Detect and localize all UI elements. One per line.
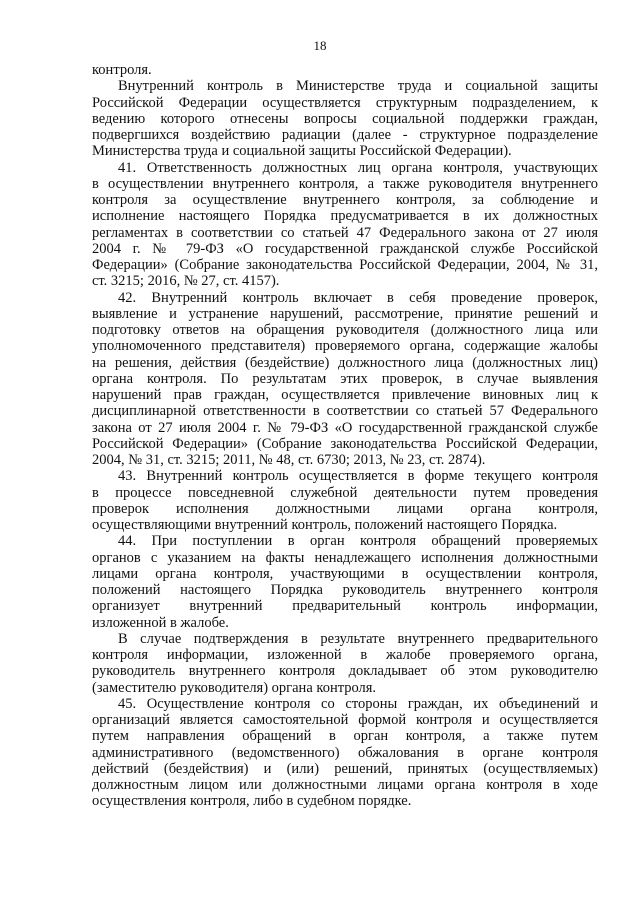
paragraph (92, 78, 598, 159)
text-line: регламентах в соответствии со статьей 47 Федерального закона от 27 июля (92, 224, 598, 241)
text-line: Российской Федерации осуществляется структурным подразделением, к (92, 94, 598, 111)
paragraph (92, 62, 598, 78)
text-line: руководитель внутреннего контроля докладывает об этом руководителю (92, 663, 598, 680)
text-line: административного (ведомственного) обжалования в органе контроля (92, 744, 598, 761)
text-line: организует внутренний предварительный контроль информации, (92, 598, 598, 615)
paragraph (92, 468, 598, 533)
text-line: на решения, действия (бездействие) должностного лица (должностных лиц) (92, 354, 598, 371)
text-line: 2004, № 31, ст. 3215; 2011, № 48, ст. 6730; 2013, № 23, ст. 2874). (92, 452, 486, 468)
text-line: В случае подтверждения в результате внутреннего предварительного (118, 630, 598, 647)
text-line: выявление и устранение нарушений, рассмотрение, принятие решений и (92, 305, 598, 322)
text-line: Внутренний контроль в Министерстве труда и социальной защиты (118, 78, 598, 95)
text-line: организаций является самостоятельной формой контроля и осуществляется (92, 712, 598, 728)
text-line: положений настоящего Порядка руководитель внутреннего контроля (92, 582, 598, 598)
text-line: Федерации» (Собрание законодательства Российской Федерации, 2004, № 31, (92, 257, 598, 273)
text-line: подготовку ответов на обращения руководителя (должностного лица или (92, 322, 598, 338)
text-line: исполнение настоящего Порядка предусматривается в их должностных (92, 208, 598, 225)
text-line: закона от 27 июля 2004 г. № 79-ФЗ «О государственной гражданской службе (92, 419, 598, 436)
text-line: 42. Внутренний контроль включает в себя проведение проверок, (118, 289, 598, 306)
paragraph (92, 533, 598, 631)
document-body (92, 62, 598, 810)
text-line: действий (бездействия) и (или) решений, принятых (осуществляемых) (92, 760, 598, 777)
text-line: контроля информации, изложенной в жалобе проверяемого органа, (92, 647, 598, 663)
text-line: должностным лицом или должностными лицами органа контроля в ходе (92, 777, 598, 793)
text-line: изложенной в жалобе. (92, 614, 229, 631)
text-line: дисциплинарной ответственности в соответствии со статьей 57 Федерального (92, 403, 598, 420)
text-line: нарушений прав граждан, осуществляется привлечение виновных лиц к (92, 387, 598, 403)
text-line: уполномоченного представителя) проверяемого органа, содержащие жалобы (92, 338, 598, 355)
text-line: 45. Осуществление контроля со стороны граждан, их объединений и (118, 695, 598, 712)
text-line: путем направления обращений в орган контроля, а также путем (92, 728, 598, 745)
text-line: органов с указанием на факты ненадлежащего исполнения должностными (92, 549, 598, 566)
text-line: Министерства труда и социальной защиты Российской Федерации). (92, 143, 512, 160)
text-line: органа контроля. По результатам этих проверок, в случае выявления (92, 370, 598, 387)
text-line: 43. Внутренний контроль осуществляется в форме текущего контроля (118, 468, 598, 485)
text-line: ведению которого отнесены вопросы социальной поддержки граждан, (92, 110, 598, 127)
paragraph (92, 696, 598, 810)
text-line: осуществляющими внутренний контроль, положений настоящего Порядка. (92, 517, 558, 533)
text-line: 41. Ответственность должностных лиц органа контроля, участвующих (118, 159, 598, 176)
text-line: Российской Федерации» (Собрание законодательства Российской Федерации, (92, 435, 598, 452)
text-line: в осуществлении внутреннего контроля, а также руководителя внутреннего (92, 175, 598, 192)
text-line: в процессе повседневной служебной деятельности путем проведения (92, 484, 598, 501)
paragraph (92, 290, 598, 469)
text-line: контроля. (92, 62, 152, 78)
text-line: 2004 г. № 79-ФЗ «О государственной гражданской службе Российской (92, 240, 598, 257)
page-number: 18 (313, 38, 327, 53)
text-line: проверок исполнения должностными лицами органа контроля, (92, 500, 598, 517)
text-line: ст. 3215; 2016, № 27, ст. 4157). (92, 273, 280, 290)
paragraph (92, 160, 598, 290)
text-line: подвергшихся воздействию радиации (далее - структурное подразделение (92, 127, 598, 143)
paragraph (92, 631, 598, 696)
text-line: лицами органа контроля, участвующими в осуществлении контроля, (92, 565, 598, 582)
text-line: контроля за осуществление внутреннего контроля, за соблюдение и (92, 192, 598, 208)
text-line: (заместителю руководителя) органа контроля. (92, 679, 377, 696)
text-line: осуществления контроля, либо в судебном порядке. (92, 793, 412, 810)
text-line: 44. При поступлении в орган контроля обращений проверяемых (118, 533, 598, 550)
